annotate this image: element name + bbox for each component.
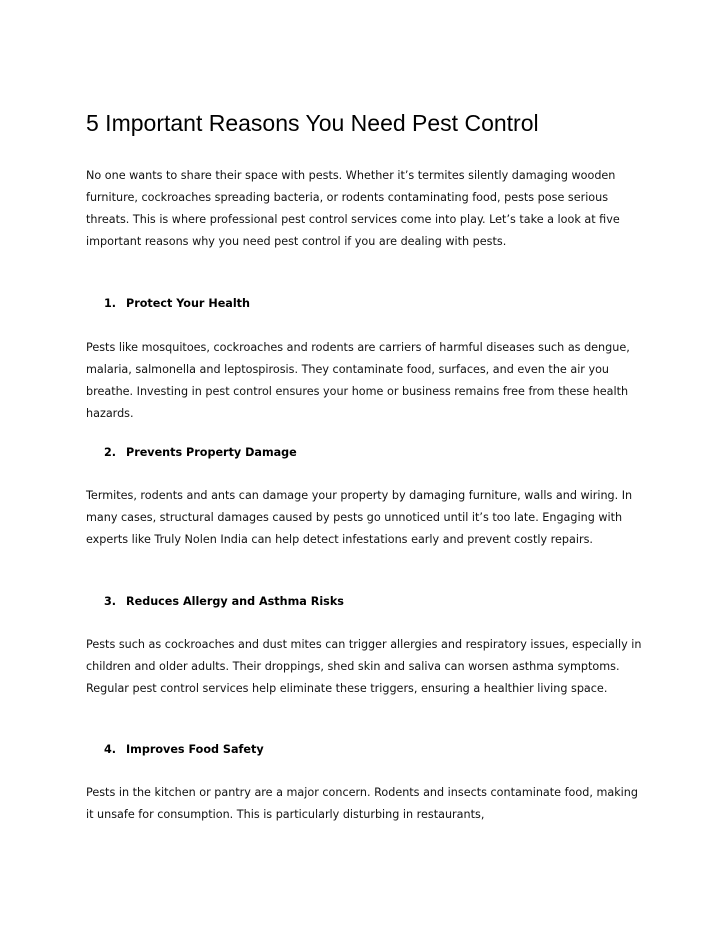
section-paragraph: Termites, rodents and ants can damage your property by damaging furniture, walls and wiring. In many cases, structural damages caused by pests go unnoticed until it’s too late. Engaging with experts like Truly Nolen India can help detect infestations early and prevent costly repairs. [86,489,633,546]
section-number: 4. [104,743,117,756]
section-heading-text: Protect Your Health [126,297,250,310]
section-number: 1. [104,297,117,310]
section-heading [104,442,297,464]
section-heading-text: Prevents Property Damage [126,446,297,459]
intro-paragraph: No one wants to share their space with pests. Whether it’s termites silently damaging wooden furniture, cockroaches spreading bacteria, or rodents contaminating food, pests pose serious threats. This is where professional pest control services come into play. Let’s take a look at five important reasons why you need pest control if you are dealing with pests. [86,169,620,248]
section-heading [104,739,264,761]
section-heading [104,293,250,315]
section-heading [104,591,344,613]
section-paragraph: Pests such as cockroaches and dust mites can trigger allergies and respiratory issues, especially in children and older adults. Their droppings, shed skin and saliva can worsen asthma symptoms. Regular pest control services help eliminate these triggers, ensuring a healthier living space. [86,638,642,695]
page-title: 5 Important Reasons You Need Pest Control [86,110,539,136]
section-paragraph: Pests in the kitchen or pantry are a major concern. Rodents and insects contaminate food, making it unsafe for consumption. This is particularly disturbing in restaurants, [86,786,638,821]
section-heading-text: Reduces Allergy and Asthma Risks [126,595,344,608]
section-number: 2. [104,446,117,459]
section-heading-text: Improves Food Safety [126,743,264,756]
section-paragraph: Pests like mosquitoes, cockroaches and rodents are carriers of harmful diseases such as dengue, malaria, salmonella and leptospirosis. They contaminate food, surfaces, and even the air you breathe. Investing in pest control ensures your home or business remains free from these health hazards. [86,341,630,420]
section-number: 3. [104,595,117,608]
